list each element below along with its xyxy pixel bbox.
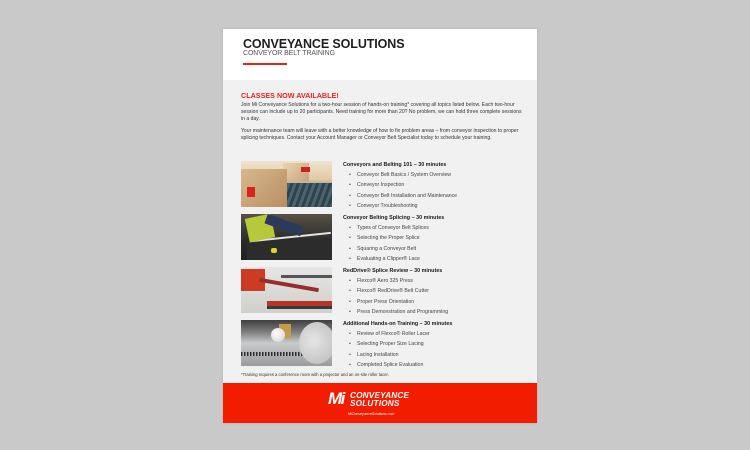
splice-press-photo xyxy=(241,267,332,313)
training-section xyxy=(241,161,523,208)
section-topic-list xyxy=(349,329,430,370)
topic-item: • Flexco® Aero 325 Press xyxy=(349,276,448,286)
topic-item: • Evaluating a Clipper® Lace xyxy=(349,254,429,264)
logo-mark: Mi xyxy=(328,389,344,408)
classes-heading: CLASSES NOW AVAILABLE! xyxy=(241,91,339,100)
topic-item: • Conveyor Troubleshooting xyxy=(349,201,457,211)
section-topic-list xyxy=(349,223,429,264)
logo-text-line1: CONVEYANCE xyxy=(350,391,410,400)
section-title: RedDrive® Splice Review – 30 minutes xyxy=(343,268,443,274)
training-section xyxy=(241,267,523,314)
topic-item: • Review of Flexco® Roller Lacer xyxy=(349,329,430,339)
intro-paragraph-2: Your maintenance team will leave with a better knowledge of how to fix problem areas – from conveyor inspection to proper splicing techniques. Contact your Account Manager or Conveyor Belt Specialist today to schedule your training. xyxy=(241,128,519,141)
flyer-header xyxy=(223,29,537,80)
topic-item: • Lacing Installation xyxy=(349,350,430,360)
topic-item: • Types of Conveyor Belt Splices xyxy=(349,223,429,233)
topic-item: • Proper Press Orientation xyxy=(349,297,448,307)
website-url: MiConveyanceSolutions.com xyxy=(348,412,395,416)
topic-item: • Flexco® RedDrive® Belt Cutter xyxy=(349,286,448,296)
title-underline xyxy=(243,63,287,65)
intro-paragraph-1: Join Mi Conveyance Solutions for a two-hour session of hands-on training* covering all topics listed below. Each two-hour session can include up to 20 participants. Need training for more than 20? No problem, we can hold three complete sessions in a day. xyxy=(241,102,522,122)
flyer-footer xyxy=(223,383,537,423)
topic-item: • Press Demonstration and Programming xyxy=(349,307,448,317)
topic-item: • Completed Splice Evaluation xyxy=(349,360,430,370)
logo-text-line2: SOLUTIONS xyxy=(350,399,400,408)
boxes-on-conveyor-photo xyxy=(241,161,332,207)
page-subtitle: CONVEYOR BELT TRAINING xyxy=(243,50,335,57)
topic-item: • Squaring a Conveyor Belt xyxy=(349,244,429,254)
training-section xyxy=(241,320,523,367)
section-topic-list xyxy=(349,276,448,317)
topic-item: • Conveyor Belt Basics / System Overview xyxy=(349,170,457,180)
section-title: Additional Hands-on Training – 30 minutes xyxy=(343,321,453,327)
training-footnote: *Training requires a conference room with a projector and an on-site roller lacer. xyxy=(241,372,389,377)
section-title: Conveyors and Belting 101 – 30 minutes xyxy=(343,162,447,168)
section-title: Conveyor Belting Splicing – 30 minutes xyxy=(343,215,445,221)
topic-item: • Conveyor Inspection xyxy=(349,180,457,190)
training-section xyxy=(241,214,523,261)
flyer-page xyxy=(223,29,537,423)
topic-item: • Selecting the Proper Splice xyxy=(349,233,429,243)
section-topic-list xyxy=(349,170,457,211)
topic-item: • Conveyor Belt Installation and Maintenance xyxy=(349,191,457,201)
topic-item: • Selecting Proper Size Lacing xyxy=(349,339,430,349)
company-logo xyxy=(328,390,438,412)
belt-splicing-photo xyxy=(241,214,332,260)
roller-lacer-photo xyxy=(241,320,332,366)
page-title: CONVEYANCE SOLUTIONS xyxy=(243,37,405,51)
